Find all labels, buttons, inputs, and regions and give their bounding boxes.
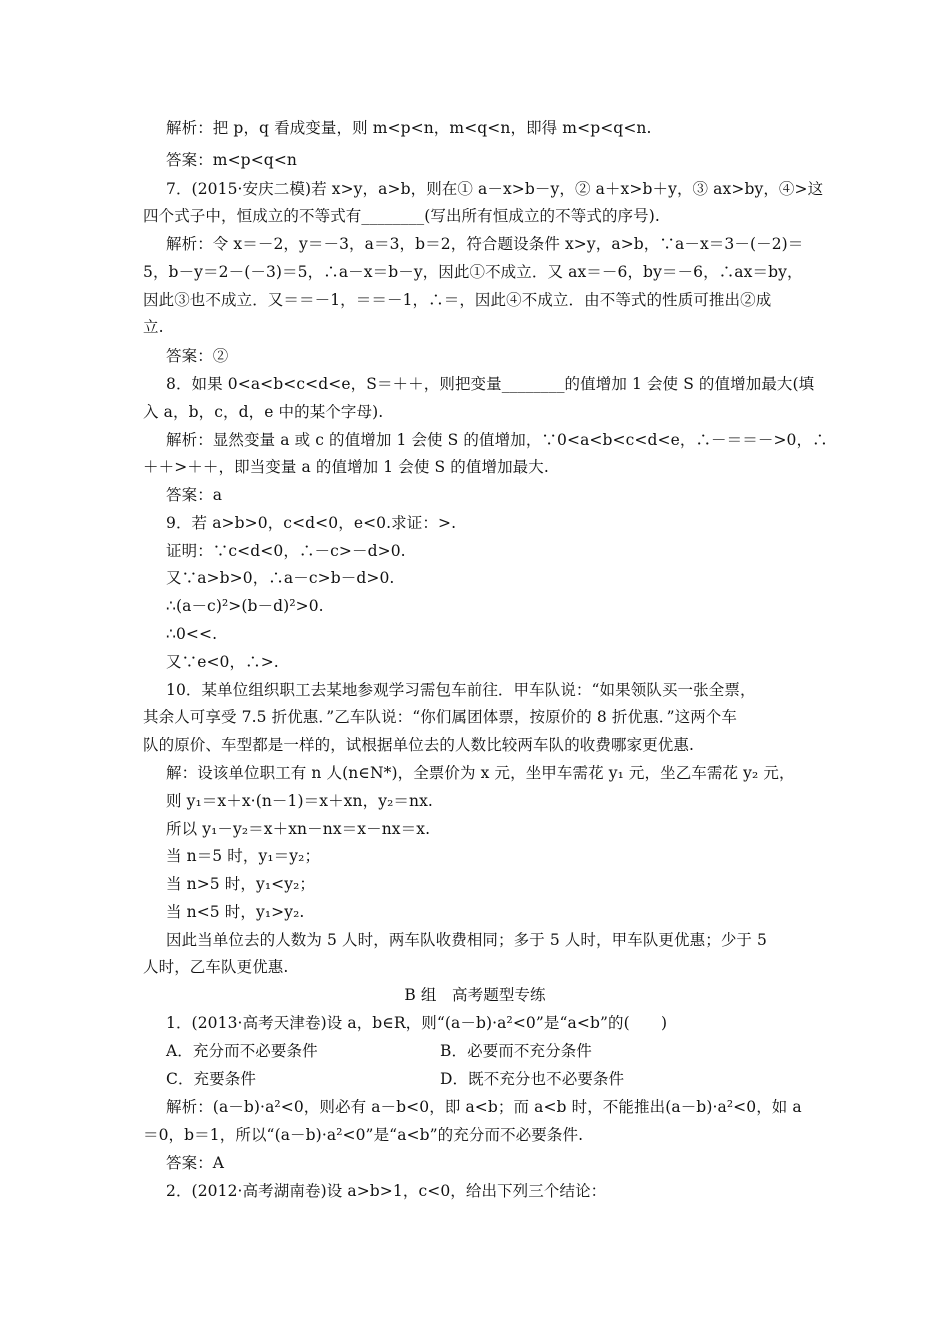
- section-heading: B 组 高考题型专练: [404, 986, 546, 1004]
- text-line: 所以 y₁－y₂＝x＋xn－nx＝x－nx＝x.: [166, 820, 431, 838]
- text-line: 答案：A: [166, 1154, 225, 1172]
- text-line: ∴0<<.: [166, 625, 218, 643]
- text-line: 四个式子中，恒成立的不等式有________(写出所有恒成立的不等式的序号).: [143, 207, 660, 225]
- text-line: 当 n<5 时，y₁>y₂.: [166, 903, 305, 921]
- text-line: 又∵e<0，∴>.: [166, 653, 279, 671]
- text-line: 队的原价、车型都是一样的，试根据单位去的人数比较两车队的收费哪家更优惠.: [143, 736, 695, 754]
- text-line: 证明：∵c<d<0，∴－c>－d>0.: [166, 542, 406, 560]
- text-line: 答案：②: [166, 347, 229, 365]
- text-line: 解：设该单位职工有 n 人(n∈N*)，全票价为 x 元，坐甲车需花 y₁ 元，坐乙车需花 y₂ 元，: [166, 764, 795, 782]
- text-line: 8．如果 0<a<b<c<d<e，S＝＋＋，则把变量________的值增加 1 会使 S 的值增加最大(填: [166, 375, 815, 393]
- text-line: 解析：令 x＝－2，y＝－3，a＝3，b＝2，符合题设条件 x>y，a>b，∵a－x＝3－(－2)＝: [166, 235, 804, 253]
- option-b: B．必要而不充分条件: [440, 1042, 592, 1060]
- option-d: D．既不充分也不必要条件: [440, 1070, 625, 1088]
- text-line: 1．(2013·高考天津卷)设 a，b∈R，则“(a－b)·a²<0”是“a<b”的( ): [166, 1014, 668, 1032]
- text-line: 2．(2012·高考湖南卷)设 a>b>1，c<0，给出下列三个结论：: [166, 1182, 607, 1200]
- text-line: 其余人可享受 7.5 折优惠．”乙车队说：“你们属团体票，按原价的 8 折优惠．”这两个车: [143, 708, 737, 726]
- text-line: 立.: [143, 318, 164, 336]
- text-line: ＝0，b＝1，所以“(a－b)·a²<0”是“a<b”的充分而不必要条件.: [143, 1126, 584, 1144]
- text-line: 9．若 a>b>0，c<d<0，e<0.求证：>.: [166, 514, 457, 532]
- text-line: 人时，乙车队更优惠.: [143, 958, 289, 976]
- text-line: 则 y₁＝x＋x·(n－1)＝x＋xn，y₂＝nx.: [166, 792, 433, 810]
- text-line: 入 a，b，c，d，e 中的某个字母).: [143, 403, 384, 421]
- text-line: 答案：m<p<q<n: [166, 151, 297, 169]
- text-line: 解析：(a－b)·a²<0，则必有 a－b<0，即 a<b；而 a<b 时，不能推出(a－b)·a²<0，如 a: [166, 1098, 802, 1116]
- text-line: 5，b－y＝2－(－3)＝5，∴a－x＝b－y，因此①不成立．又 ax＝－6，by＝－6，∴ax＝by，: [143, 263, 803, 281]
- text-line: 当 n＝5 时，y₁＝y₂；: [166, 847, 321, 865]
- text-line: 又∵a>b>0，∴a－c>b－d>0.: [166, 569, 395, 587]
- text-line: 当 n>5 时，y₁<y₂；: [166, 875, 316, 893]
- text-line: 因此③也不成立．又＝＝－1，＝＝－1，∴＝，因此④不成立．由不等式的性质可推出②成: [143, 291, 772, 309]
- text-line: 因此当单位去的人数为 5 人时，两车队收费相同；多于 5 人时，甲车队更优惠；少于 5: [166, 931, 768, 949]
- option-a: A．充分而不必要条件: [166, 1042, 318, 1060]
- text-line: 10．某单位组织职工去某地参观学习需包车前往．甲车队说：“如果领队买一张全票，: [166, 681, 756, 699]
- text-line: 解析：显然变量 a 或 c 的值增加 1 会使 S 的值增加，∵0<a<b<c<d<e，∴－＝＝－>0，∴: [166, 431, 828, 449]
- text-line: 7．(2015·安庆二模)若 x>y，a>b，则在① a－x>b－y，② a＋x>b＋y，③ ax>by，④>这: [166, 180, 824, 198]
- text-line: 答案：a: [166, 486, 223, 504]
- text-line: ＋＋>＋＋，即当变量 a 的值增加 1 会使 S 的值增加最大.: [143, 458, 549, 476]
- text-line: 解析：把 p，q 看成变量，则 m<p<n，m<q<n，即得 m<p<q<n.: [166, 119, 652, 137]
- option-c: C．充要条件: [166, 1070, 256, 1088]
- text-line: ∴(a－c)²>(b－d)²>0.: [166, 597, 324, 615]
